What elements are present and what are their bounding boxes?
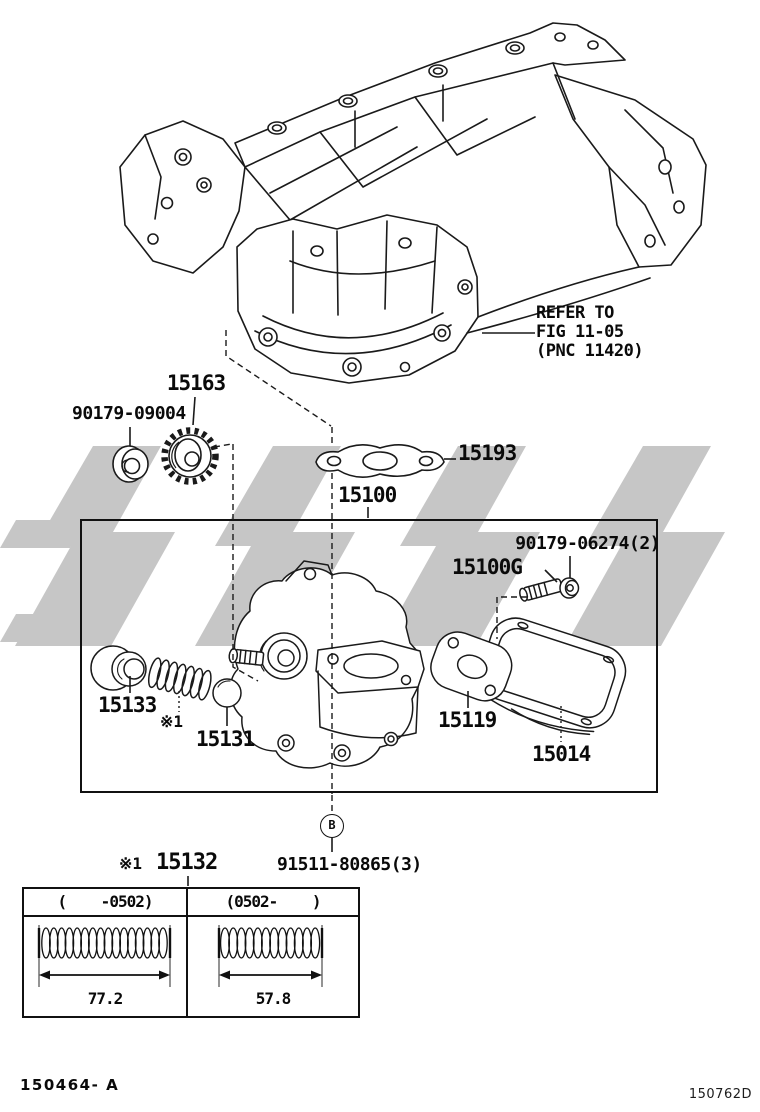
part-label-90179-09004[interactable]: 90179-09004 [72, 403, 186, 424]
part-label-15119[interactable]: 15119 [438, 708, 497, 732]
spring-drawing-late [188, 917, 356, 995]
part-label-15014[interactable]: 15014 [532, 742, 591, 766]
part-label-91511[interactable]: 91511-80865(3) [277, 854, 422, 875]
oil-pump-gasket-drawing [310, 438, 450, 484]
spring-cell-early [24, 917, 188, 1018]
stud-nut-drawing [560, 578, 579, 598]
stud-bolt-drawing [518, 578, 562, 602]
refer-note-line2: FIG 11-05 [536, 322, 624, 342]
relief-valve-plug-drawing [91, 646, 146, 690]
refer-note [536, 304, 643, 361]
drawing-number: 150762D [688, 1087, 752, 1102]
figure-code: 150464- A [20, 1076, 120, 1094]
note-ref-plug: ※1 [160, 712, 184, 731]
connector-b-badge[interactable] [320, 814, 344, 838]
part-label-15100g[interactable]: 15100G [452, 555, 522, 579]
sprocket-and-nut-drawing [95, 416, 245, 500]
part-label-15133[interactable]: 15133 [98, 693, 157, 717]
refer-note-line3: (PNC 11420) [536, 341, 644, 361]
part-label-15131[interactable]: 15131 [196, 727, 255, 751]
spring-variant-table [22, 887, 360, 1018]
spring-table-header-late: (0502- ) [225, 892, 321, 911]
spring-table-header-early: ( -0502) [24, 889, 188, 915]
part-label-15132[interactable]: 15132 [156, 850, 218, 875]
connector-b-label: B [328, 818, 336, 832]
part-label-90179-06274[interactable]: 90179-06274(2) [515, 533, 660, 554]
spring-length-early: 77.2 [87, 989, 123, 1008]
part-label-15193[interactable]: 15193 [458, 441, 517, 465]
spring-cell-late [188, 917, 358, 1018]
note-ref-spring: ※1 [119, 854, 143, 873]
relief-valve-spring-drawing [146, 657, 213, 701]
relief-valve-ball-drawing [213, 679, 241, 707]
part-label-15163[interactable]: 15163 [166, 371, 226, 395]
refer-note-line1: REFER TO [536, 303, 614, 323]
part-label-15100[interactable]: 15100 [338, 483, 397, 507]
pump-body-drawing [229, 561, 424, 768]
spring-length-late: 57.8 [255, 989, 291, 1008]
spring-drawing-early [24, 917, 188, 995]
